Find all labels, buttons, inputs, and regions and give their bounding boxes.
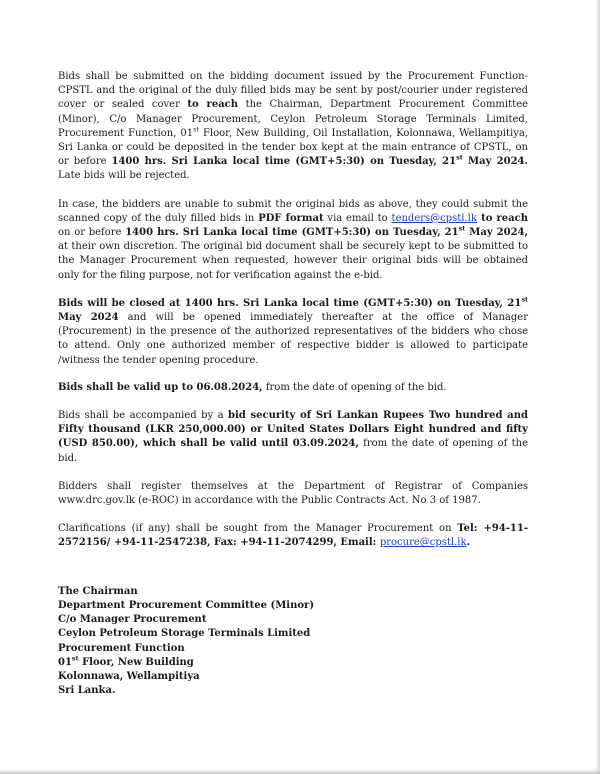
text-run: on or before xyxy=(58,227,126,239)
paragraph-validity xyxy=(58,381,528,395)
text-run: Bids shall be accompanied by a xyxy=(58,410,228,422)
address-line: Procurement Function xyxy=(58,642,185,654)
address-line: Sri Lanka. xyxy=(58,685,116,697)
bold-run: PDF format xyxy=(258,212,324,224)
bold-run: Bids shall be valid up to 06.08.2024, xyxy=(58,381,263,393)
procure-email-link[interactable]: procure@cpstl.lk xyxy=(379,537,467,549)
bold-run: to reach xyxy=(187,99,239,111)
text-run: and will be opened immediately thereafter at the office of Manager (Procurement) in the presence of the authorized representatives of the bidders who chose to attend. Only one authorized member of respective bidder is allowed to participate /witness the tender opening procedure. xyxy=(58,312,528,366)
address-line: Department Procurement Committee (Minor) xyxy=(58,599,315,611)
address-block xyxy=(58,585,528,699)
tenders-email-link[interactable]: tenders@cpstl.lk xyxy=(391,212,477,224)
bold-run: 1400 hrs. Sri Lanka local time (GMT+5:30) on Tuesday, 21st May 2024, xyxy=(125,224,528,239)
text-run: from the date of opening of the bid. xyxy=(262,381,447,393)
paragraph-bid-security xyxy=(58,409,528,466)
superscript: st xyxy=(458,224,466,233)
text-run: In case, the bidders are unable to submit the original bids as above, they could submit the scanned copy of the duly filled bids in xyxy=(58,198,528,224)
text-run: Bidders shall register themselves at the Department of Registrar of Companies www.drc.gov.lk (e-ROC) in accordance with the Public Contracts Act. No 3 of 1987. xyxy=(58,480,528,507)
paragraph-clarifications xyxy=(58,522,528,550)
address-line: C/o Manager Procurement xyxy=(58,614,207,626)
address-line: 01st Floor, New Building xyxy=(58,654,194,668)
superscript: st xyxy=(193,125,200,134)
text-run: Late bids will be rejected. xyxy=(58,170,190,182)
text-run: Bids shall be submitted on the bidding document issued by the Procurement Function-CPSTL and the original of the duly filled bids may be sent by post/courier under registered cover or sealed cover xyxy=(58,71,528,111)
bold-run: Bids will be closed at 1400 hrs. Sri Lanka local time (GMT+5:30) on Tuesday, 21st May 2024 xyxy=(58,295,528,324)
text-run: at their own discretion. The original bid document shall be securely kept to be submitted to the Manager Procurement when requested, however their original bids will be obtained only for the filing purpose, not for verification against the e-bid. xyxy=(58,241,528,281)
bold-run: 1400 hrs. Sri Lanka local time (GMT+5:30) on Tuesday, 21st May 2024. xyxy=(111,153,528,168)
text-run: the Chairman, Department Procurement Committee (Minor), C/o Manager Procurement, Ceylon Petroleum Storage Terminals Limited, Procurement Function, 01 xyxy=(58,99,528,139)
paragraph-email-submission xyxy=(58,198,528,283)
text-run: Clarifications (if any) shall be sought from the Manager Procurement on xyxy=(58,523,458,535)
address-line: Ceylon Petroleum Storage Terminals Limited xyxy=(58,628,311,640)
text-run: from the date of opening of the bid. xyxy=(58,438,528,464)
paragraph-submission xyxy=(58,70,528,184)
bold-run: bid security of Sri Lankan Rupees Two hundred and Fifty thousand (LKR 250,000.00) or United States Dollars Eight hundred and fifty (USD 850.00), which shall be valid until 03.09.2024, xyxy=(58,410,529,450)
address-line: The Chairman xyxy=(58,585,138,597)
text-run: Floor, New Building, Oil Installation, Kolonnawa, Wellampitiya, Sri Lanka or could be deposited in the tender box kept at the main entrance of CPSTL, on or before xyxy=(58,127,528,168)
paragraph-registration xyxy=(58,480,528,508)
text-run: via email to xyxy=(323,212,392,224)
address-line: Kolonnawa, Wellampitiya xyxy=(58,670,200,682)
superscript: st xyxy=(521,295,528,304)
bold-run: Tel: +94-11-2572156/ +94-11-2547238, Fax: +94-11-2074299, Email: xyxy=(58,523,528,549)
bold-run: to reach xyxy=(476,212,528,224)
paragraph-closing xyxy=(58,297,528,368)
superscript: st xyxy=(71,654,79,663)
bold-run: . xyxy=(466,537,471,549)
superscript: st xyxy=(456,153,463,162)
